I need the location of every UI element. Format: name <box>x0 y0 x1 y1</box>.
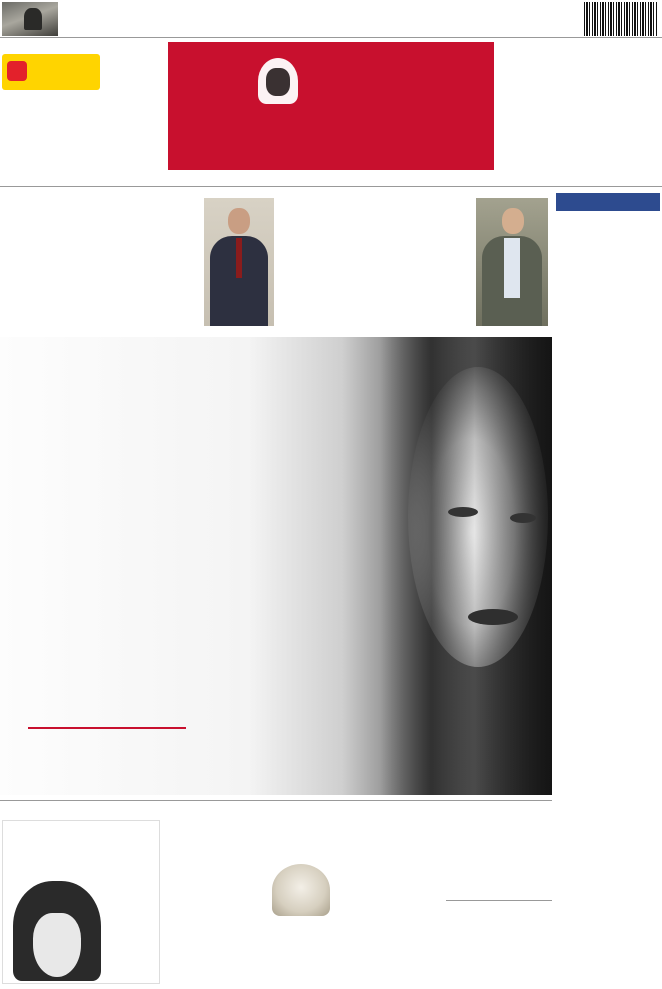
todis-heart-icon <box>7 61 27 81</box>
top-strip <box>0 0 662 38</box>
news2-photo[interactable] <box>476 198 548 326</box>
megaphone-man-icon <box>258 58 298 104</box>
leopardi-bust-photo[interactable] <box>272 864 330 916</box>
divider <box>0 800 552 801</box>
barcode <box>584 2 658 36</box>
leopardi-text-col2 <box>338 864 440 978</box>
top-thumbnail-photo[interactable] <box>2 2 58 36</box>
divider <box>446 900 552 901</box>
column-text <box>560 236 660 960</box>
masthead[interactable] <box>168 42 494 170</box>
divider <box>0 186 662 187</box>
leopardi-text-col1 <box>170 888 272 984</box>
news1-photo[interactable] <box>204 198 274 326</box>
cattiveria-divider <box>28 716 186 729</box>
cartoon[interactable] <box>2 820 160 984</box>
column-header[interactable] <box>556 193 660 211</box>
todis-logo[interactable] <box>2 54 100 90</box>
